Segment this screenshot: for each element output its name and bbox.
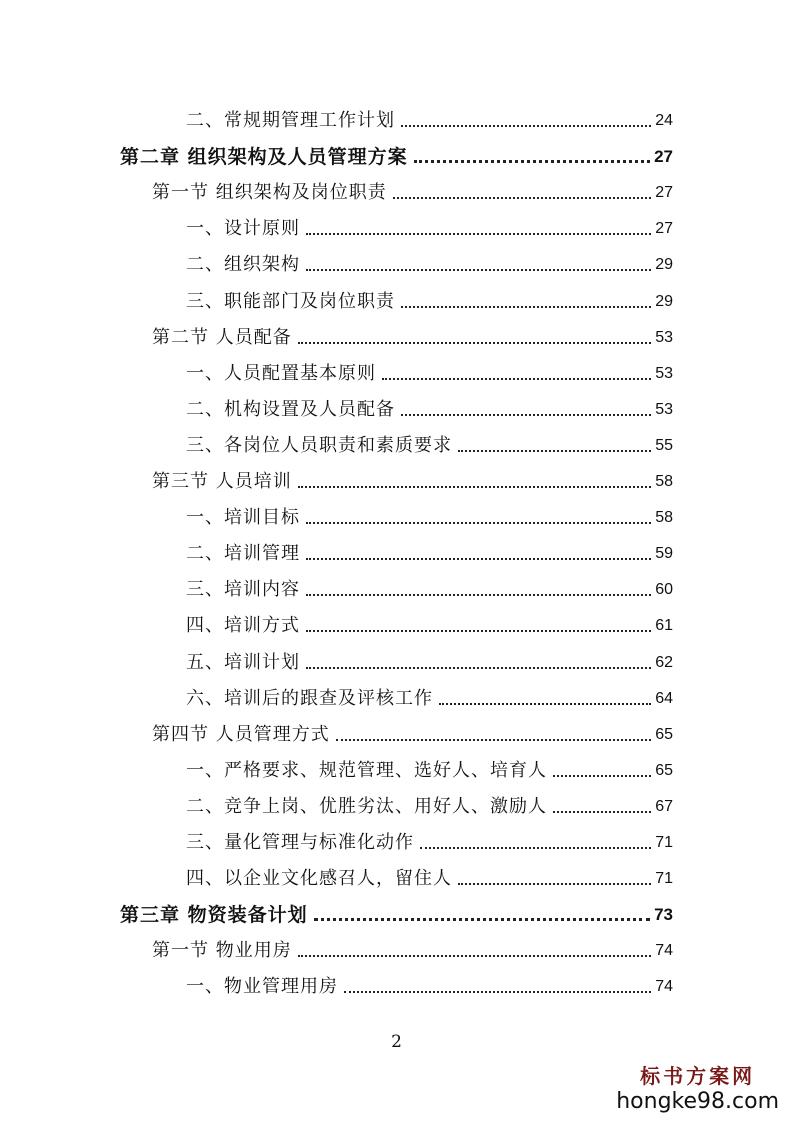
toc-subsection-entry: [186, 102, 673, 132]
toc-dot-leader: [420, 847, 651, 849]
toc-entry-page: 73: [654, 905, 673, 925]
toc-entry-label: 第一节 物业用房: [152, 940, 292, 962]
toc-dot-leader: [393, 197, 651, 199]
toc-subsection-entry: [186, 355, 673, 385]
toc-entry-page: 53: [655, 364, 673, 382]
toc-entry-page: 62: [655, 653, 673, 671]
toc-entry-label: 四、以企业文化感召人，留住人: [186, 868, 452, 890]
toc-section-entry: [152, 319, 673, 349]
toc-entry-page: 29: [655, 292, 673, 310]
toc-subsection-entry: [186, 427, 673, 457]
toc-entry-page: 67: [655, 797, 673, 815]
toc-dot-leader: [414, 160, 650, 163]
toc-entry-page: 65: [655, 725, 673, 743]
toc-subsection-entry: [186, 860, 673, 890]
page-number: 2: [391, 1032, 402, 1052]
toc-subsection-entry: [186, 607, 673, 637]
toc-section-entry: [152, 174, 673, 204]
toc-entry-label: 二、培训管理: [186, 543, 300, 565]
toc-chapter-entry: [120, 138, 673, 168]
toc-subsection-entry: [186, 968, 673, 998]
toc-dot-leader: [439, 703, 651, 705]
toc-subsection-entry: [186, 210, 673, 240]
toc-dot-leader: [553, 775, 651, 777]
toc-subsection-entry: [186, 752, 673, 782]
toc-entry-label: 一、设计原则: [186, 218, 300, 240]
toc-dot-leader: [306, 233, 651, 235]
toc-subsection-entry: [186, 535, 673, 565]
toc-entry-page: 64: [655, 689, 673, 707]
toc-entry-page: 53: [655, 328, 673, 346]
toc-entry-label: 第三节 人员培训: [152, 471, 292, 492]
toc-entry-label: 六、培训后的跟查及评核工作: [186, 687, 433, 709]
toc-dot-leader: [298, 342, 651, 344]
watermark-logo: [616, 1060, 779, 1114]
toc-entry-label: 一、物业管理用房: [186, 976, 338, 998]
toc-dot-leader: [298, 955, 651, 957]
toc-entry-label: 第三章 物资装备计划: [120, 904, 308, 927]
toc-subsection-entry: [186, 644, 673, 674]
toc-subsection-entry: [186, 283, 673, 313]
toc-entry-label: 一、培训目标: [186, 507, 300, 529]
toc-subsection-entry: [186, 571, 673, 601]
toc-entry-label: 第二章 组织架构及人员管理方案: [120, 146, 408, 169]
toc-dot-leader: [401, 306, 651, 308]
toc-entry-page: 58: [655, 509, 673, 527]
toc-dot-leader: [306, 630, 651, 632]
watermark-url: hongke98.com: [616, 1089, 779, 1114]
toc-entry-page: 74: [655, 942, 673, 960]
toc-entry-label: 第二节 人员配备: [152, 326, 292, 348]
toc-entry-label: 二、竞争上岗、优胜劣汰、用好人、激励人: [186, 795, 547, 817]
toc-dot-leader: [314, 918, 650, 921]
toc-dot-leader: [306, 522, 651, 524]
toc-entry-label: 三、各岗位人员职责和素质要求: [186, 434, 452, 456]
toc-dot-leader: [553, 811, 651, 813]
toc-dot-leader: [344, 991, 651, 993]
toc-entry-page: 27: [654, 147, 673, 167]
toc-entry-page: 55: [655, 436, 673, 454]
toc-subsection-entry: [186, 824, 673, 854]
toc-dot-leader: [458, 450, 651, 452]
toc-entry-page: 53: [655, 400, 673, 418]
toc-dot-leader: [298, 486, 651, 488]
toc-subsection-entry: [186, 246, 673, 276]
toc-section-entry: [152, 932, 673, 962]
toc-dot-leader: [382, 378, 651, 380]
toc-entry-page: 59: [655, 545, 673, 563]
toc-entry-page: 29: [655, 256, 673, 274]
toc-dot-leader: [306, 667, 651, 669]
toc-dot-leader: [306, 558, 651, 560]
toc-entry-page: 27: [655, 220, 673, 238]
toc-entry-label: 三、职能部门及岗位职责: [186, 290, 395, 312]
toc-subsection-entry: [186, 391, 673, 421]
toc-dot-leader: [401, 125, 651, 127]
watermark-title: 标书方案网: [640, 1064, 756, 1088]
toc-subsection-entry: [186, 499, 673, 529]
toc-entry-label: 三、量化管理与标准化动作: [186, 832, 414, 853]
toc-subsection-entry: [186, 788, 673, 818]
toc-subsection-entry: [186, 680, 673, 710]
toc-entry-page: 60: [655, 581, 673, 599]
toc-entry-page: 71: [655, 834, 673, 851]
toc-entry-page: 24: [655, 112, 673, 129]
toc-entry-page: 27: [655, 184, 673, 202]
toc-entry-page: 61: [655, 617, 673, 635]
toc-entry-label: 五、培训计划: [186, 651, 300, 673]
toc-section-entry: [152, 463, 673, 493]
toc-entry-label: 二、常规期管理工作计划: [186, 110, 395, 131]
toc-entry-label: 二、组织架构: [186, 254, 300, 276]
toc-entry-label: 二、机构设置及人员配备: [186, 398, 395, 420]
toc-dot-leader: [306, 269, 651, 271]
toc-entry-label: 第一节 组织架构及岗位职责: [152, 182, 387, 204]
toc-entry-page: 71: [655, 870, 673, 888]
toc-entry-label: 一、严格要求、规范管理、选好人、培育人: [186, 759, 547, 781]
toc-chapter-entry: [120, 896, 673, 926]
toc-entry-page: 74: [655, 978, 673, 996]
toc-dot-leader: [336, 739, 651, 741]
toc-dot-leader: [458, 883, 651, 885]
toc-entry-label: 第四节 人员管理方式: [152, 723, 330, 745]
toc-entry-label: 三、培训内容: [186, 579, 300, 601]
toc-entry-page: 58: [655, 473, 673, 490]
toc-dot-leader: [401, 414, 651, 416]
toc-entry-label: 一、人员配置基本原则: [186, 362, 376, 384]
toc-entry-label: 四、培训方式: [186, 615, 300, 637]
toc-section-entry: [152, 716, 673, 746]
toc-entry-page: 65: [655, 761, 673, 779]
toc-dot-leader: [306, 594, 651, 596]
